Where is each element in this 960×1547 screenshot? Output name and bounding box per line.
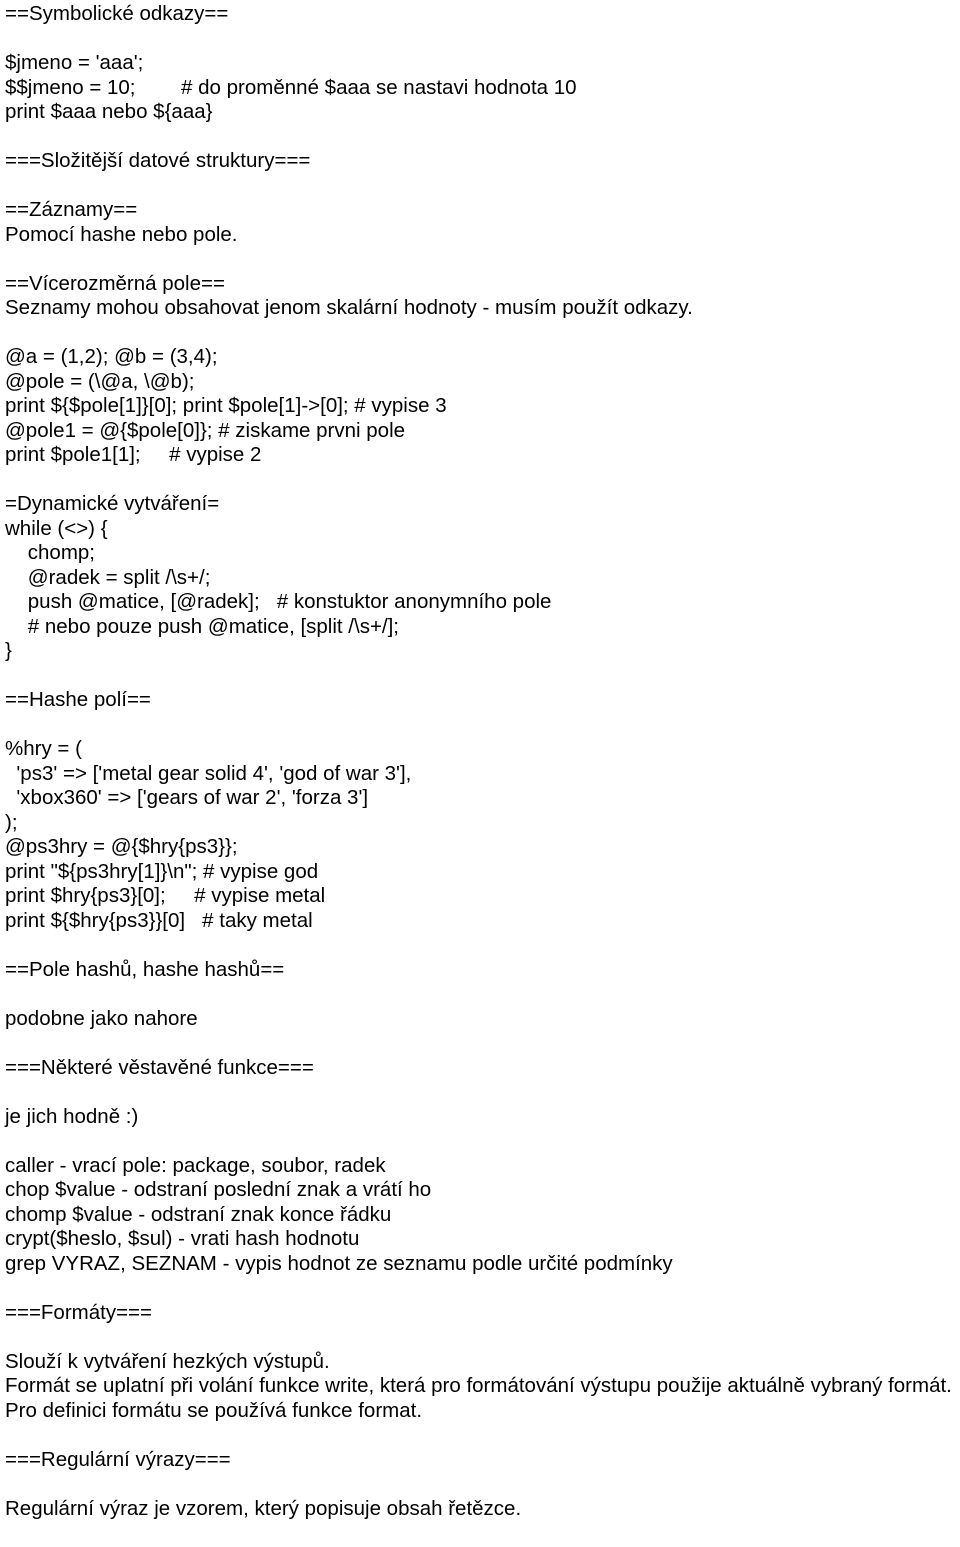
text-line: 'xbox360' => ['gears of war 2', 'forza 3'] [5,786,369,809]
blank-line [5,468,960,493]
blank-line [5,664,960,689]
blank-line [5,982,960,1007]
text-line: ); [5,810,18,834]
section-heading: =Dynamické vytváření= [5,492,220,515]
text-line: Formát se uplatní při volání funkce write, která pro formátování výstupu použije aktuálně vybraný formát. [5,1374,952,1397]
text-line: $jmeno = 'aaa'; [5,51,144,74]
text-line: chomp; [5,541,96,564]
text-line: print ${$hry{ps3}}[0] # taky metal [5,908,313,932]
blank-line [5,713,960,738]
blank-line [5,247,960,272]
text-line: podobne jako nahore [5,1006,198,1030]
section-heading: ===Některé věstavěné funkce=== [5,1055,314,1079]
blank-line [5,1472,960,1497]
section-heading: ===Složitější datové struktury=== [5,149,311,172]
section-heading: ===Regulární výrazy=== [5,1447,231,1471]
text-line: grep VYRAZ, SEZNAM - vypis hodnot ze seznamu podle určité podmínky [5,1251,673,1275]
text-line: push @matice, [@radek]; # konstuktor anonymního pole [5,590,552,613]
text-line: 'ps3' => ['metal gear solid 4', 'god of war 3'], [5,761,412,785]
text-line: Seznamy mohou obsahovat jenom skalární hodnoty - musím použít odkazy. [5,296,693,319]
blank-line [5,125,960,150]
blank-line [5,1423,960,1448]
text-line: Regulární výraz je vzorem, který popisuje obsah řetězce. [5,1496,522,1520]
text-line: Pro definici formátu se používá funkce format. [5,1398,423,1422]
text-line: } [5,639,12,662]
section-heading: ==Pole hashů, hashe hashů== [5,957,285,981]
text-line: $$jmeno = 10; # do proměnné $aaa se nastavi hodnota 10 [5,75,577,99]
section-heading: ==Symbolické odkazy== [5,2,229,25]
text-line: print $pole1[1]; # vypise 2 [5,443,262,466]
text-line: %hry = ( [5,737,82,760]
text-line: chomp $value - odstraní znak konce řádku [5,1202,392,1226]
text-line: Slouží k vytváření hezkých výstupů. [5,1349,330,1373]
blank-line [5,933,960,958]
section-heading: ==Vícerozměrná pole== [5,271,225,295]
text-line: print "${ps3hry[1]}\n"; # vypise god [5,859,319,883]
blank-line [5,321,960,346]
text-line: print ${$pole[1]}[0]; print $pole[1]->[0]; # vypise 3 [5,394,447,417]
blank-line [5,27,960,52]
text-line: crypt($heslo, $sul) - vrati hash hodnotu [5,1227,360,1250]
text-line: je jich hodně :) [5,1104,139,1128]
text-line: chop $value - odstraní poslední znak a vrátí ho [5,1178,432,1201]
blank-line [5,1129,960,1154]
text-line: print $hry{ps3}[0]; # vypise metal [5,884,326,907]
text-line: @pole = (\@a, \@b); [5,369,195,393]
section-heading: ==Záznamy== [5,198,138,221]
text-line: caller - vrací pole: package, soubor, radek [5,1153,386,1177]
blank-line [5,1276,960,1301]
text-line: print $aaa nebo ${aaa} [5,100,213,123]
section-heading: ==Hashe polí== [5,688,151,711]
text-line: while (<>) { [5,516,108,540]
text-line: # nebo pouze push @matice, [split /\s+/]; [5,614,400,638]
text-line: Pomocí hashe nebo pole. [5,222,238,246]
text-line: @radek = split /\s+/; [5,565,211,589]
blank-line [5,1031,960,1056]
blank-line [5,1325,960,1350]
text-line: @pole1 = @{$pole[0]}; # ziskame prvni pole [5,418,406,442]
text-line: @a = (1,2); @b = (3,4); [5,345,218,368]
blank-line [5,174,960,199]
section-heading: ===Formáty=== [5,1300,153,1324]
document-page [0,2,960,1521]
blank-line [5,1080,960,1105]
text-line: @ps3hry = @{$hry{ps3}}; [5,835,238,858]
